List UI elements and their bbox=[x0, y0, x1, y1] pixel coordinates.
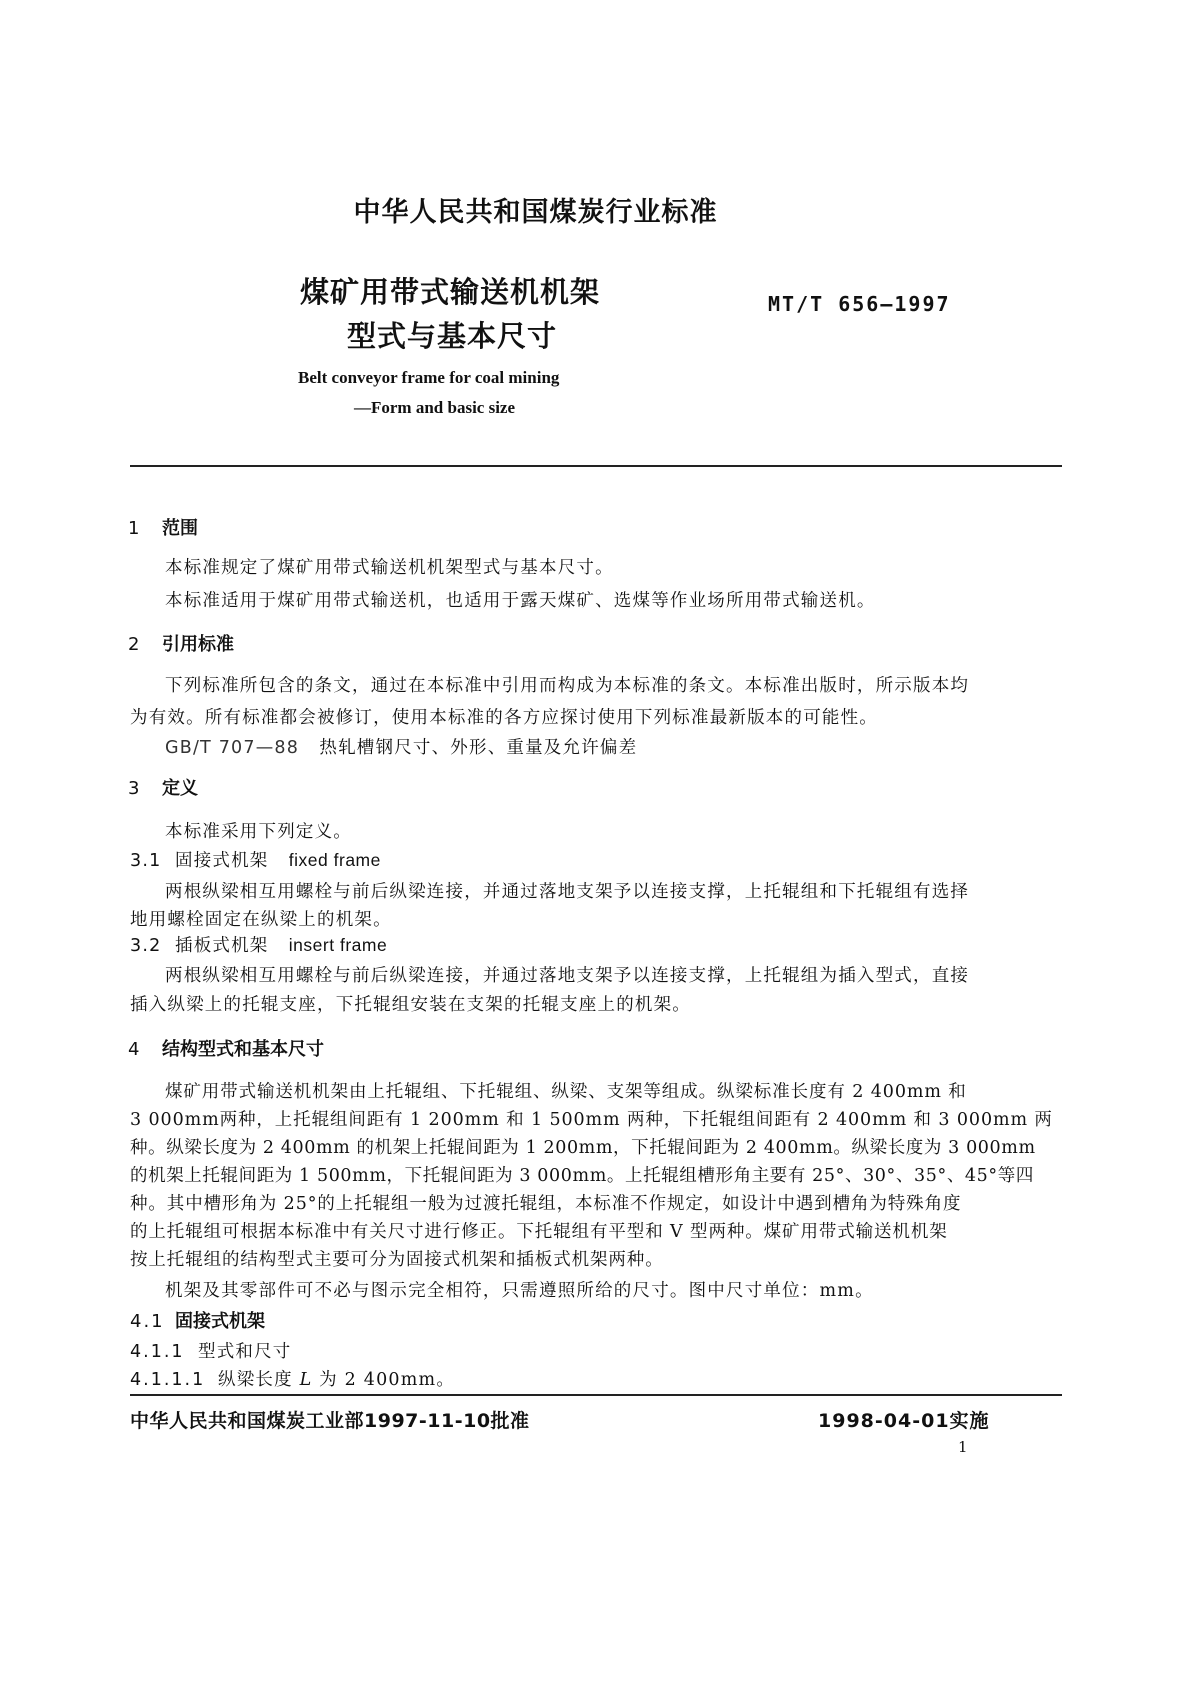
header-divider bbox=[130, 465, 1062, 467]
section-4-paragraph-line-3: 种。纵梁长度为 2 400mm 的机架上托辊间距为 1 200mm，下托辊间距为 2 400mm。纵梁长度为 3 000mm bbox=[130, 1138, 1036, 1158]
section-4-paragraph-line-1: 煤矿用带式输送机机架由上托辊组、下托辊组、纵梁、支架等组成。纵梁标准长度有 2 400mm 和 bbox=[165, 1082, 967, 1102]
section-title: 引用标准 bbox=[162, 634, 234, 655]
section-number: 1 bbox=[128, 518, 140, 539]
definition-term-english: insert frame bbox=[288, 935, 388, 955]
section-number: 3 bbox=[128, 778, 140, 799]
section-number: 4.1 bbox=[130, 1311, 165, 1332]
document-title-line1: 煤矿用带式输送机机架 bbox=[300, 275, 601, 309]
section-4-paragraph-line-5: 种。其中槽形角为 25°的上托辊组一般为过渡托辊组，本标准不作规定，如设计中遇到槽角为特殊角度 bbox=[130, 1194, 962, 1214]
section-4-paragraph-line-2: 3 000mm两种，上托辊组间距有 1 200mm 和 1 500mm 两种，下托辊组间距有 2 400mm 和 3 000mm 两 bbox=[130, 1110, 1053, 1130]
definition-3-1-line-1: 两根纵梁相互用螺栓与前后纵梁连接，并通过落地支架予以连接支撑，上托辊组和下托辊组有选择 bbox=[165, 882, 970, 902]
reference-title: 热轧槽钢尺寸、外形、重量及允许偏差 bbox=[319, 738, 638, 758]
english-title-line1: Belt conveyor frame for coal mining bbox=[298, 368, 560, 387]
section-1-heading bbox=[128, 514, 198, 540]
definition-3-2-line-1: 两根纵梁相互用螺栓与前后纵梁连接，并通过落地支架予以连接支撑，上托辊组为插入型式，直接 bbox=[165, 966, 970, 986]
effective-date: 1998-04-01实施 bbox=[818, 1410, 990, 1432]
section-number: 4.1.1.1 bbox=[130, 1370, 206, 1390]
section-1-paragraph-1: 本标准规定了煤矿用带式输送机机架型式与基本尺寸。 bbox=[165, 558, 614, 578]
section-4-paragraph-line-7: 按上托辊组的结构型式主要可分为固接式机架和插板式机架两种。 bbox=[130, 1250, 664, 1270]
english-title-line2: —Form and basic size bbox=[354, 398, 516, 417]
definition-3-1-heading bbox=[130, 847, 381, 872]
section-title: 定义 bbox=[162, 778, 198, 799]
section-2-paragraph-line-1: 下列标准所包含的条文，通过在本标准中引用而构成为本标准的条文。本标准出版时，所示版本均 bbox=[165, 676, 970, 696]
section-4-1-1-1-heading bbox=[130, 1366, 455, 1391]
clause-text-post: 为 2 400mm。 bbox=[319, 1370, 456, 1390]
section-3-intro: 本标准采用下列定义。 bbox=[165, 822, 352, 842]
section-2-paragraph-line-2: 为有效。所有标准都会被修订，使用本标准的各方应探讨使用下列标准最新版本的可能性。 bbox=[130, 708, 878, 728]
definition-3-2-line-2: 插入纵梁上的托辊支座，下托辊组安装在支架的托辊支座上的机架。 bbox=[130, 995, 691, 1015]
section-4-paragraph-line-4: 的机架上托辊间距为 1 500mm，下托辊间距为 3 000mm。上托辊组槽形角主要有 25°、30°、35°、45°等四 bbox=[130, 1166, 1034, 1186]
org-title: 中华人民共和国煤炭行业标准 bbox=[353, 197, 718, 228]
section-number: 2 bbox=[128, 634, 140, 655]
reference-code: GB/T 707—88 bbox=[165, 738, 300, 758]
footer-divider bbox=[130, 1394, 1062, 1396]
page-number: 1 bbox=[958, 1438, 968, 1456]
section-3-heading bbox=[128, 774, 198, 800]
section-title: 结构型式和基本尺寸 bbox=[162, 1039, 324, 1060]
section-title: 范围 bbox=[162, 518, 198, 539]
document-title-line2: 型式与基本尺寸 bbox=[347, 319, 558, 353]
section-number: 4.1.1 bbox=[130, 1342, 185, 1362]
section-title: 型式和尺寸 bbox=[198, 1342, 292, 1362]
definition-number: 3.1 bbox=[130, 851, 162, 871]
definition-term-english: fixed frame bbox=[288, 850, 381, 870]
definition-3-1-line-2: 地用螺栓固定在纵梁上的机架。 bbox=[130, 910, 392, 930]
clause-variable: L bbox=[299, 1370, 313, 1390]
approval-statement: 中华人民共和国煤炭工业部1997-11-10批准 bbox=[130, 1410, 530, 1432]
definition-number: 3.2 bbox=[130, 936, 162, 956]
definition-term: 插板式机架 bbox=[175, 936, 269, 956]
section-1-paragraph-2: 本标准适用于煤矿用带式输送机，也适用于露天煤矿、选煤等作业场所用带式输送机。 bbox=[165, 591, 876, 611]
section-4-paragraph-2: 机架及其零部件可不必与图示完全相符，只需遵照所给的尺寸。图中尺寸单位：mm。 bbox=[165, 1281, 874, 1301]
section-4-paragraph-line-6: 的上托辊组可根据本标准中有关尺寸进行修正。下托辊组有平型和 V 型两种。煤矿用带式输送机机架 bbox=[130, 1222, 948, 1242]
section-2-heading bbox=[128, 630, 234, 656]
section-title: 固接式机架 bbox=[175, 1311, 265, 1332]
clause-text-pre: 纵梁长度 bbox=[218, 1370, 293, 1390]
section-4-1-1-heading bbox=[130, 1338, 292, 1363]
reference-entry bbox=[165, 734, 637, 759]
definition-term: 固接式机架 bbox=[175, 851, 269, 871]
standard-number: MT/T 656—1997 bbox=[768, 292, 951, 316]
section-4-1-heading bbox=[130, 1307, 265, 1333]
definition-3-2-heading bbox=[130, 932, 387, 957]
section-4-heading bbox=[128, 1035, 324, 1061]
section-number: 4 bbox=[128, 1039, 140, 1060]
